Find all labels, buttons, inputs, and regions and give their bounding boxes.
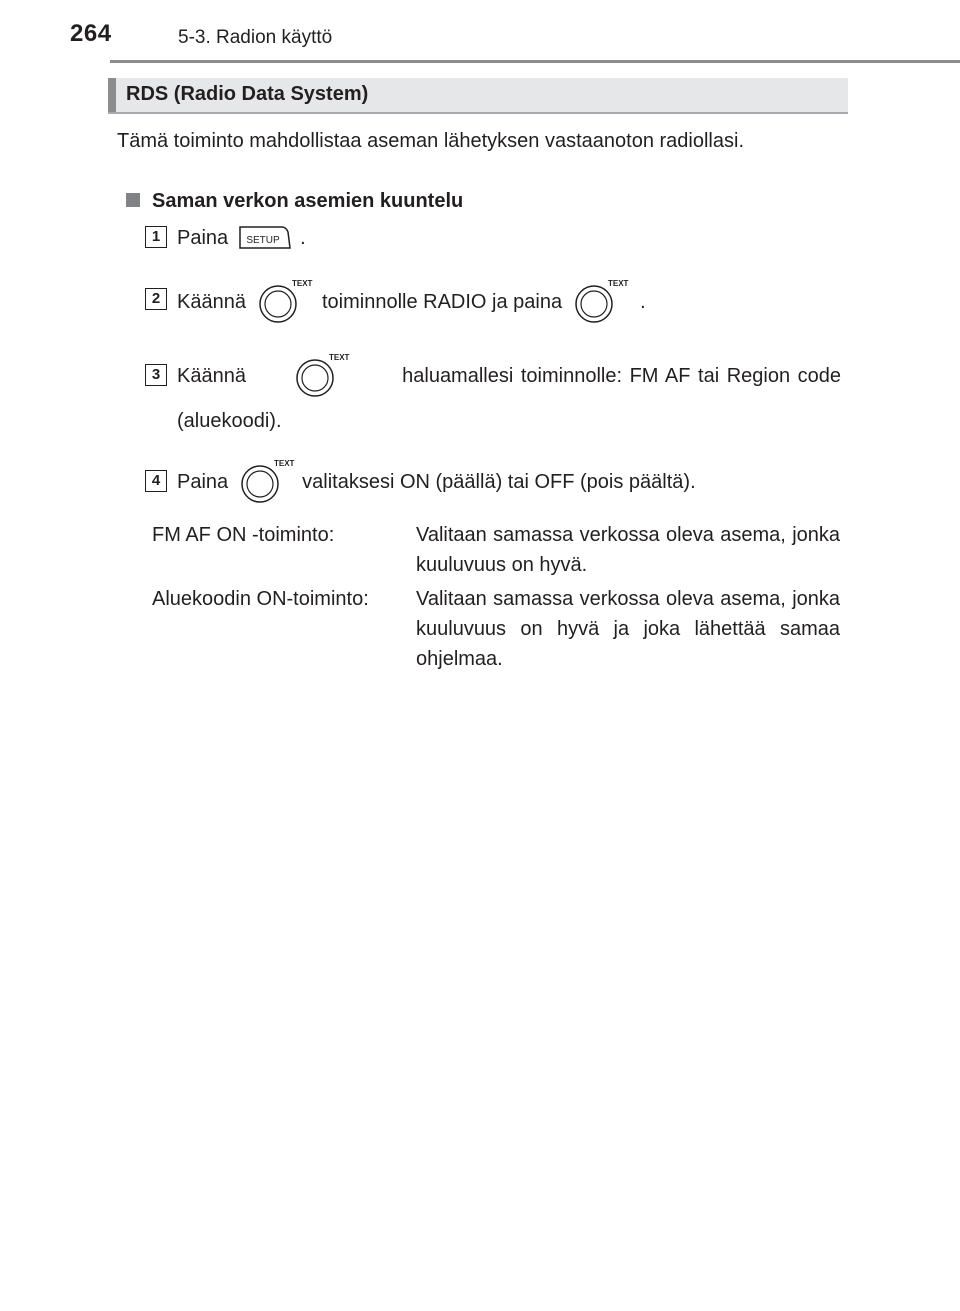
knob-label: TEXT [291, 279, 313, 288]
definition-description: Valitaan samassa verkossa oleva asema, jonka kuuluvuus on hyvä. [416, 524, 840, 576]
tune-knob-icon [293, 352, 350, 400]
knob-label: TEXT [329, 353, 350, 362]
step-3-mid: haluamallesi toiminnolle: FM AF tai Region code [402, 364, 841, 387]
tune-knob-icon [572, 278, 629, 326]
setup-label: SETUP [246, 235, 280, 246]
step-1 [177, 222, 306, 254]
step-3-continued: (aluekoodi). [177, 409, 282, 432]
step-2 [177, 278, 646, 326]
square-bullet-icon [126, 193, 140, 207]
section-title-bar [108, 78, 116, 112]
intro-paragraph: Tämä toiminto mahdollistaa aseman lähetyksen vastaanoton radiollasi. [117, 130, 745, 152]
section-title: RDS (Radio Data System) [126, 83, 369, 105]
knob-label: TEXT [608, 279, 629, 288]
step-1-end: . [300, 226, 306, 249]
step-2-end: . [640, 290, 646, 313]
step-number-2: 2 [145, 288, 167, 310]
step-4-text: Paina [177, 470, 229, 493]
header-rule [110, 60, 960, 63]
tune-knob-icon [238, 458, 295, 506]
step-number-1: 1 [145, 226, 167, 248]
setup-button-icon [236, 224, 294, 252]
step-number-3: 3 [145, 364, 167, 386]
section-title-box [108, 78, 848, 114]
subsection-heading [126, 190, 463, 213]
step-4-mid: valitaksesi ON (päällä) tai OFF (pois päältä). [302, 470, 696, 493]
step-3-text: Käännä [177, 364, 246, 387]
definition-term: Aluekoodin ON-toiminto: [152, 588, 369, 610]
definition-description: Valitaan samassa verkossa oleva asema, jonka kuuluvuus on hyvä ja joka lähettää samaa ohjelmaa. [416, 588, 840, 670]
step-number-4: 4 [145, 470, 167, 492]
page-number: 264 [70, 20, 112, 47]
step-2-mid: toiminnolle RADIO ja paina [321, 290, 563, 313]
tune-knob-icon [256, 278, 313, 326]
chapter-header: 5-3. Radion käyttö [178, 27, 333, 48]
definition-term: FM AF ON -toiminto: [152, 524, 335, 546]
step-4 [177, 458, 696, 506]
knob-label: TEXT [274, 459, 295, 468]
subsection-title: Saman verkon asemien kuuntelu [152, 190, 464, 212]
step-1-text: Paina [177, 226, 229, 249]
step-2-text: Käännä [177, 290, 246, 313]
step-3 [177, 352, 841, 400]
